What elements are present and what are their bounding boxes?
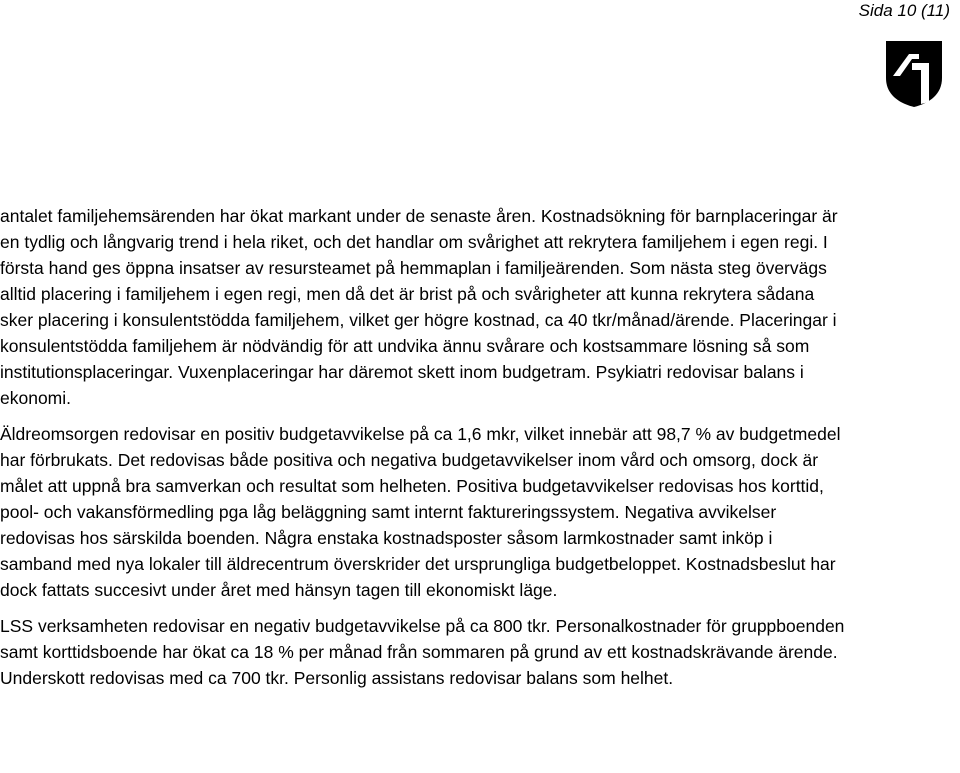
page-number: Sida 10 (11) (858, 1, 950, 20)
document-body (0, 203, 848, 691)
paragraph-lss: LSS verksamheten redovisar en negativ budgetavvikelse på ca 800 tkr. Personalkostnader för gruppboenden samt korttidsboende har ökat ca 18 % per månad från sommaren på grund av ett kostnadskrävande ärende. Underskott redovisas med ca 700 tkr. Personlig assistans redovisar balans som helhet. (0, 616, 845, 688)
paragraph-elderly-care: Äldreomsorgen redovisar en positiv budgetavvikelse på ca 1,6 mkr, vilket innebär att 98,7 % av budgetmedel har förbrukats. Det redovisas både positiva och negativa budgetavvikelser inom vård och omsorg, dock är målet att uppnå bra samverkan och resultat som helheten. Positiva budgetavvikelser redovisas hos korttid, pool- och vakansförmedling pga låg beläggning samt internt faktureringssystem. Negativa avvikelser redovisas hos särskilda boenden. Några enstaka kostnadsposter såsom larmkostnader samt inköp i samband med nya lokaler till äldrecentrum överskrider det ursprungliga budgetbeloppet. Kostnadsbeslut har dock fattats succesivt under året med hänsyn tagen till ekonomiskt läge. (0, 424, 841, 600)
municipal-crest-icon (885, 40, 943, 108)
paragraph-child-services: antalet familjehemsärenden har ökat markant under de senaste åren. Kostnadsökning för barnplaceringar är en tydlig och långvarig trend i hela riket, och det handlar om svårighet att rekrytera familjehem i egen regi. I första hand ges öppna insatser av resursteamet på hemmaplan i familjeärenden. Som nästa steg övervägs alltid placering i familjehem i egen regi, men då det är brist på och svårigheter att kunna rekrytera sådana sker placering i konsulentstödda familjehem, vilket ger högre kostnad, ca 40 tkr/månad/ärende. Placeringar i konsulentstödda familjehem är nödvändig för att undvika ännu svårare och kostsammare lösning så som institutionsplaceringar. Vuxenplaceringar har däremot skett inom budgetram. Psykiatri redovisar balans i ekonomi. (0, 206, 838, 408)
